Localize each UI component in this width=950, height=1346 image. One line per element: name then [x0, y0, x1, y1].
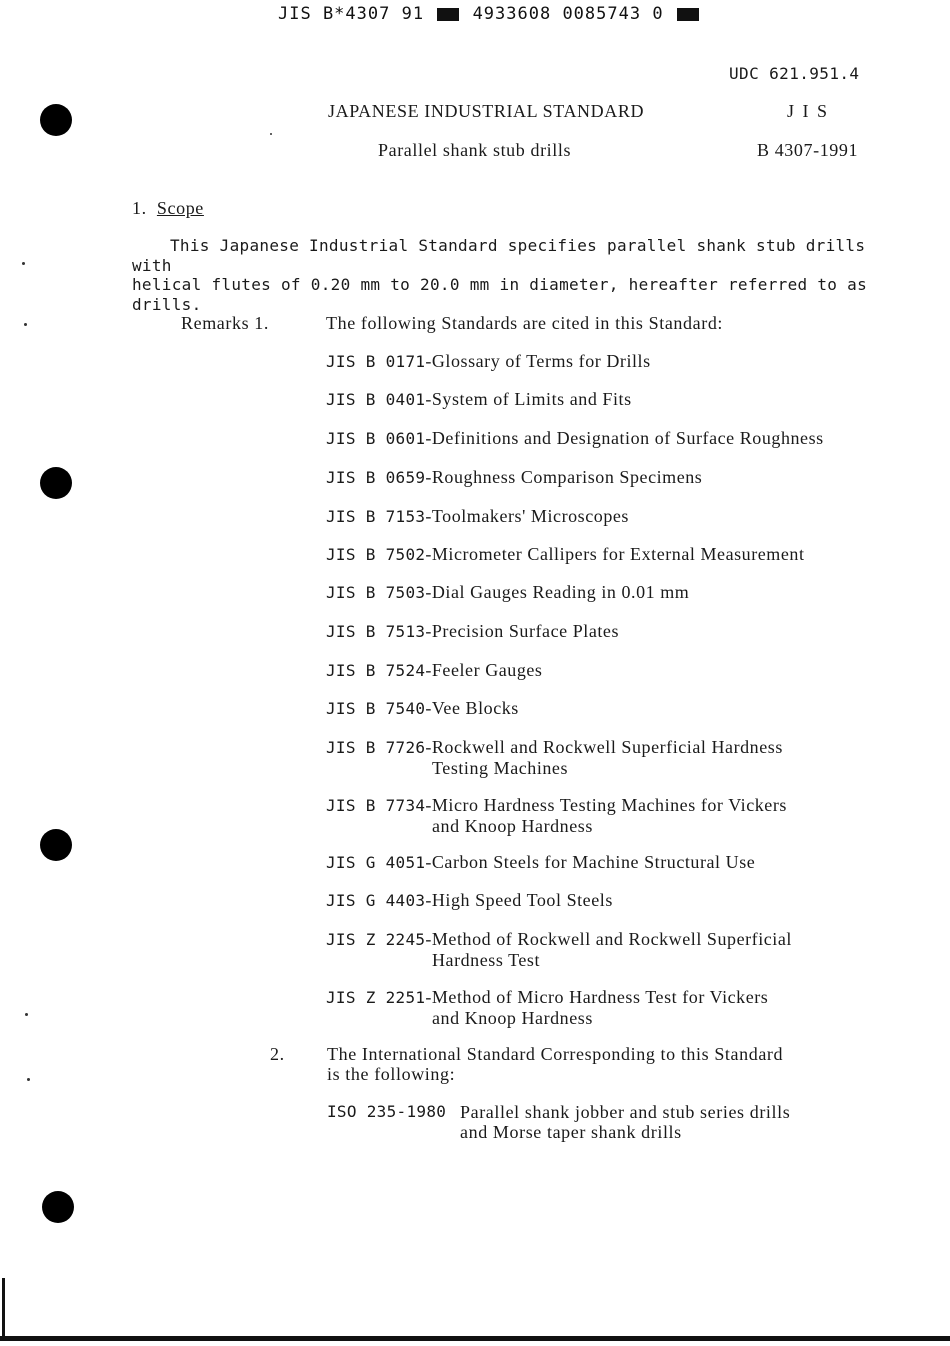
section-heading-scope	[132, 198, 204, 219]
cited-standard: JIS B 0659-Roughness Comparison Specimens	[326, 467, 703, 487]
cited-standard: JIS B 7726-Rockwell and Rockwell Superficial Hardness Testing Machines	[326, 737, 783, 778]
standard-organization: JAPANESE INDUSTRIAL STANDARD	[328, 101, 645, 121]
cited-standard: JIS B 7540-Vee Blocks	[326, 698, 519, 718]
cited-standard: JIS B 0171-Glossary of Terms for Drills	[326, 351, 651, 371]
cited-standard: JIS B 7502-Micrometer Callipers for External Measurement	[326, 544, 805, 564]
remarks-intro: The following Standards are cited in this Standard:	[326, 313, 724, 333]
cited-standard: JIS B 7734-Micro Hardness Testing Machines for Vickers and Knoop Hardness	[326, 795, 787, 836]
cited-standard: JIS B 7513-Precision Surface Plates	[326, 621, 620, 641]
binder-hole	[40, 829, 72, 861]
cited-standard: JIS B 7153-Toolmakers' Microscopes	[326, 506, 629, 526]
udc-number: UDC 621.951.4	[729, 64, 860, 83]
binder-hole	[40, 467, 72, 499]
header-code-a: JIS B*4307 91	[278, 4, 425, 24]
document-header-code	[278, 4, 701, 24]
scan-speck	[22, 262, 25, 265]
redaction-block	[677, 8, 699, 21]
remark-2-text: The International Standard Corresponding to this Standard is the following:	[327, 1044, 784, 1084]
cited-standard: JIS B 0401-System of Limits and Fits	[326, 389, 632, 409]
scope-line: helical flutes of 0.20 mm to 20.0 mm in diameter, hereafter referred to as	[132, 275, 868, 294]
scan-speck	[270, 133, 272, 135]
section-title: Scope	[156, 198, 204, 218]
iso-title: Parallel shank jobber and stub series drills and Morse taper shank drills	[460, 1102, 791, 1142]
iso-code: ISO 235-1980	[327, 1102, 447, 1121]
section-number: 1.	[132, 198, 147, 218]
standard-number: B 4307-1991	[757, 140, 859, 160]
cited-standard: JIS Z 2245-Method of Rockwell and Rockwell Superficial Hardness Test	[326, 929, 792, 970]
cited-standard: JIS Z 2251-Method of Micro Hardness Test for Vickers and Knoop Hardness	[326, 987, 769, 1028]
cited-standard: JIS G 4403-High Speed Tool Steels	[326, 890, 613, 910]
scope-paragraph	[132, 236, 872, 314]
remarks-label: Remarks 1.	[181, 313, 269, 333]
scan-speck	[24, 323, 27, 326]
redaction-block	[437, 8, 459, 21]
cited-standard: JIS B 0601-Definitions and Designation of Surface Roughness	[326, 428, 824, 448]
cited-standard: JIS B 7503-Dial Gauges Reading in 0.01 mm	[326, 582, 690, 602]
page-edge-left	[2, 1278, 5, 1340]
document-title: Parallel shank stub drills	[378, 140, 572, 160]
iso-reference	[327, 1102, 446, 1122]
scope-line: drills.	[132, 294, 202, 314]
scope-line: This Japanese Industrial Standard specifies parallel shank stub drills with	[132, 236, 866, 275]
cited-standard: JIS B 7524-Feeler Gauges	[326, 660, 543, 680]
page-edge-bottom	[0, 1336, 950, 1341]
remark-2-number: 2.	[270, 1044, 285, 1064]
binder-hole	[42, 1191, 74, 1223]
binder-hole	[40, 104, 72, 136]
jis-label: J I S	[787, 101, 830, 121]
header-code-b: 4933608 0085743 0	[472, 4, 664, 24]
scan-speck	[27, 1078, 30, 1081]
scan-speck	[25, 1013, 28, 1016]
cited-standard: JIS G 4051-Carbon Steels for Machine Structural Use	[326, 852, 756, 872]
